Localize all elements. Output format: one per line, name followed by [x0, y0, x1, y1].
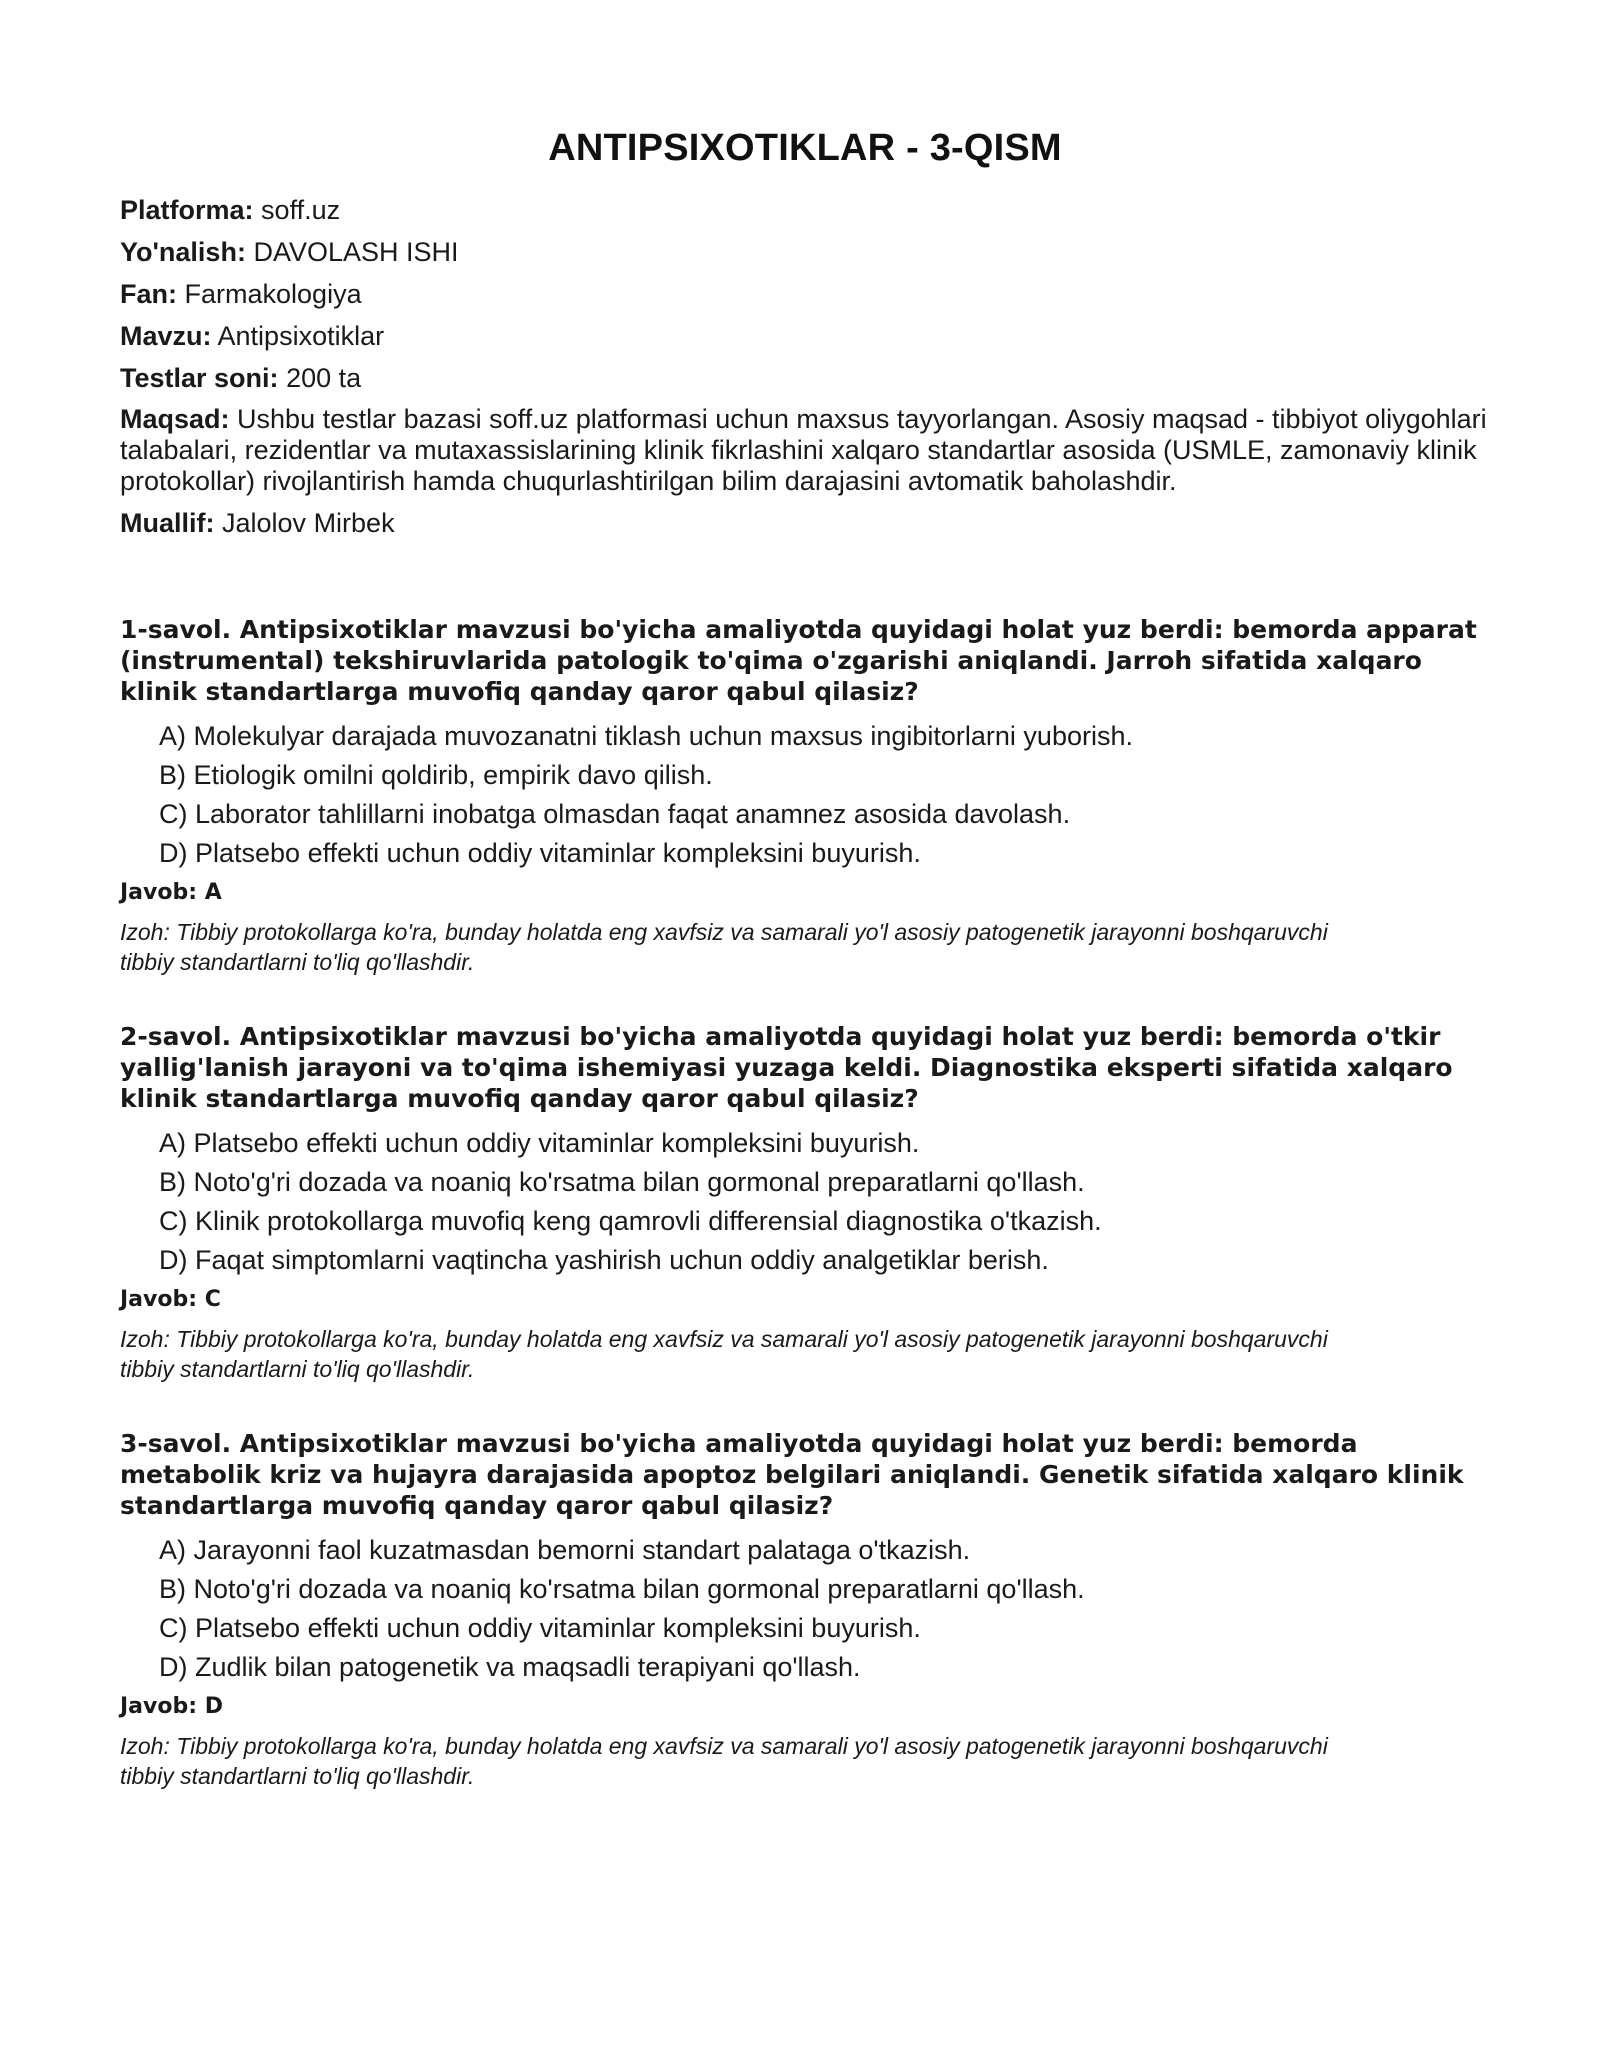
option-c: C) Klinik protokollarga muvofiq keng qamrovli differensial diagnostika o'tkazish. [159, 1206, 1102, 1236]
meta-value: DAVOLASH ISHI [253, 237, 459, 267]
correct-answer: Javob: C [120, 1287, 221, 1312]
question-list [120, 614, 1490, 1791]
question-text: 1-savol. Antipsixotiklar mavzusi bo'yicha amaliyotda quyidagi holat yuz berdi: bemorda apparat (instrumental) tekshiruvlarida patologik to'qima o'zgarishi aniqlandi. Jarroh sifatida xalqaro klinik standartlarga muvofiq qanday qaror qabul qilasiz? [120, 615, 1477, 706]
document-metadata [120, 194, 1490, 539]
question-2 [120, 1021, 1490, 1384]
meta-label: Testlar soni: [120, 363, 279, 393]
question-1 [120, 614, 1490, 977]
correct-answer: Javob: D [120, 1694, 223, 1719]
meta-value: Ushbu testlar bazasi soff.uz platformasi uchun maxsus tayyorlangan. Asosiy maqsad - tibbiyot oliygohlari talabalari, rezidentlar va mutaxassislarining klinik fikrlashini xalqaro standartlar asosida (USMLE, zamonaviy klinik protokollar) rivojlantirish hamda chuqurlashtirilgan bilim darajasini avtomatik baholashdir. [120, 404, 1487, 496]
meta-author [120, 507, 1490, 539]
option-d: D) Zudlik bilan patogenetik va maqsadli terapiyani qo'llash. [159, 1652, 861, 1682]
meta-value: 200 ta [286, 363, 362, 393]
meta-subject [120, 278, 1490, 310]
meta-label: Platforma: [120, 195, 254, 225]
meta-label: Mavzu: [120, 321, 212, 351]
meta-label: Yo'nalish: [120, 237, 246, 267]
answer-options [120, 1128, 1490, 1276]
meta-test-count [120, 362, 1490, 394]
document-page [120, 0, 1490, 1835]
answer-options [120, 721, 1490, 869]
option-b: B) Noto'g'ri dozada va noaniq ko'rsatma bilan gormonal preparatlarni qo'llash. [159, 1167, 1085, 1197]
option-b: B) Noto'g'ri dozada va noaniq ko'rsatma bilan gormonal preparatlarni qo'llash. [159, 1574, 1085, 1604]
explanation-note: Izoh: Tibbiy protokollarga ko'ra, bunday holatda eng xavfsiz va samarali yo'l asosiy patogenetik jarayonni boshqaruvchi tibbiy standartlarni to'liq qo'llashdir. [120, 1326, 1328, 1382]
question-3 [120, 1428, 1490, 1791]
option-a: A) Platsebo effekti uchun oddiy vitaminlar kompleksini buyurish. [159, 1128, 920, 1158]
explanation-note: Izoh: Tibbiy protokollarga ko'ra, bunday holatda eng xavfsiz va samarali yo'l asosiy patogenetik jarayonni boshqaruvchi tibbiy standartlarni to'liq qo'llashdir. [120, 919, 1328, 975]
option-a: A) Molekulyar darajada muvozanatni tiklash uchun maxsus ingibitorlarni yuborish. [159, 721, 1133, 751]
option-b: B) Etiologik omilni qoldirib, empirik davo qilish. [159, 760, 713, 790]
question-text: 2-savol. Antipsixotiklar mavzusi bo'yicha amaliyotda quyidagi holat yuz berdi: bemorda o'tkir yallig'lanish jarayoni va to'qima ishemiyasi yuzaga keldi. Diagnostika eksperti sifatida xalqaro klinik standartlarga muvofiq qanday qaror qabul qilasiz? [120, 1022, 1453, 1113]
meta-value: Jalolov Mirbek [222, 508, 395, 538]
meta-purpose [120, 404, 1490, 497]
answer-options [120, 1535, 1490, 1683]
explanation-note: Izoh: Tibbiy protokollarga ko'ra, bunday holatda eng xavfsiz va samarali yo'l asosiy patogenetik jarayonni boshqaruvchi tibbiy standartlarni to'liq qo'llashdir. [120, 1733, 1328, 1789]
meta-label: Fan: [120, 279, 177, 309]
meta-value: soff.uz [261, 195, 341, 225]
meta-value: Farmakologiya [184, 279, 362, 309]
option-d: D) Faqat simptomlarni vaqtincha yashirish uchun oddiy analgetiklar berish. [159, 1245, 1049, 1275]
meta-platform [120, 194, 1490, 226]
document-title: ANTIPSIXOTIKLAR - 3-QISM [548, 127, 1062, 169]
meta-label: Muallif: [120, 508, 215, 538]
meta-topic [120, 320, 1490, 352]
option-a: A) Jarayonni faol kuzatmasdan bemorni standart palataga o'tkazish. [159, 1535, 971, 1565]
correct-answer: Javob: A [120, 880, 222, 905]
option-d: D) Platsebo effekti uchun oddiy vitaminlar kompleksini buyurish. [159, 838, 921, 868]
meta-label: Maqsad: [120, 404, 230, 434]
option-c: C) Platsebo effekti uchun oddiy vitaminlar kompleksini buyurish. [159, 1613, 921, 1643]
meta-direction [120, 236, 1490, 268]
meta-value: Antipsixotiklar [217, 321, 385, 351]
question-text: 3-savol. Antipsixotiklar mavzusi bo'yicha amaliyotda quyidagi holat yuz berdi: bemorda metabolik kriz va hujayra darajasida apoptoz belgilari aniqlandi. Genetik sifatida xalqaro klinik standartlarga muvofiq qanday qaror qabul qilasiz? [120, 1429, 1464, 1520]
option-c: C) Laborator tahlillarni inobatga olmasdan faqat anamnez asosida davolash. [159, 799, 1071, 829]
